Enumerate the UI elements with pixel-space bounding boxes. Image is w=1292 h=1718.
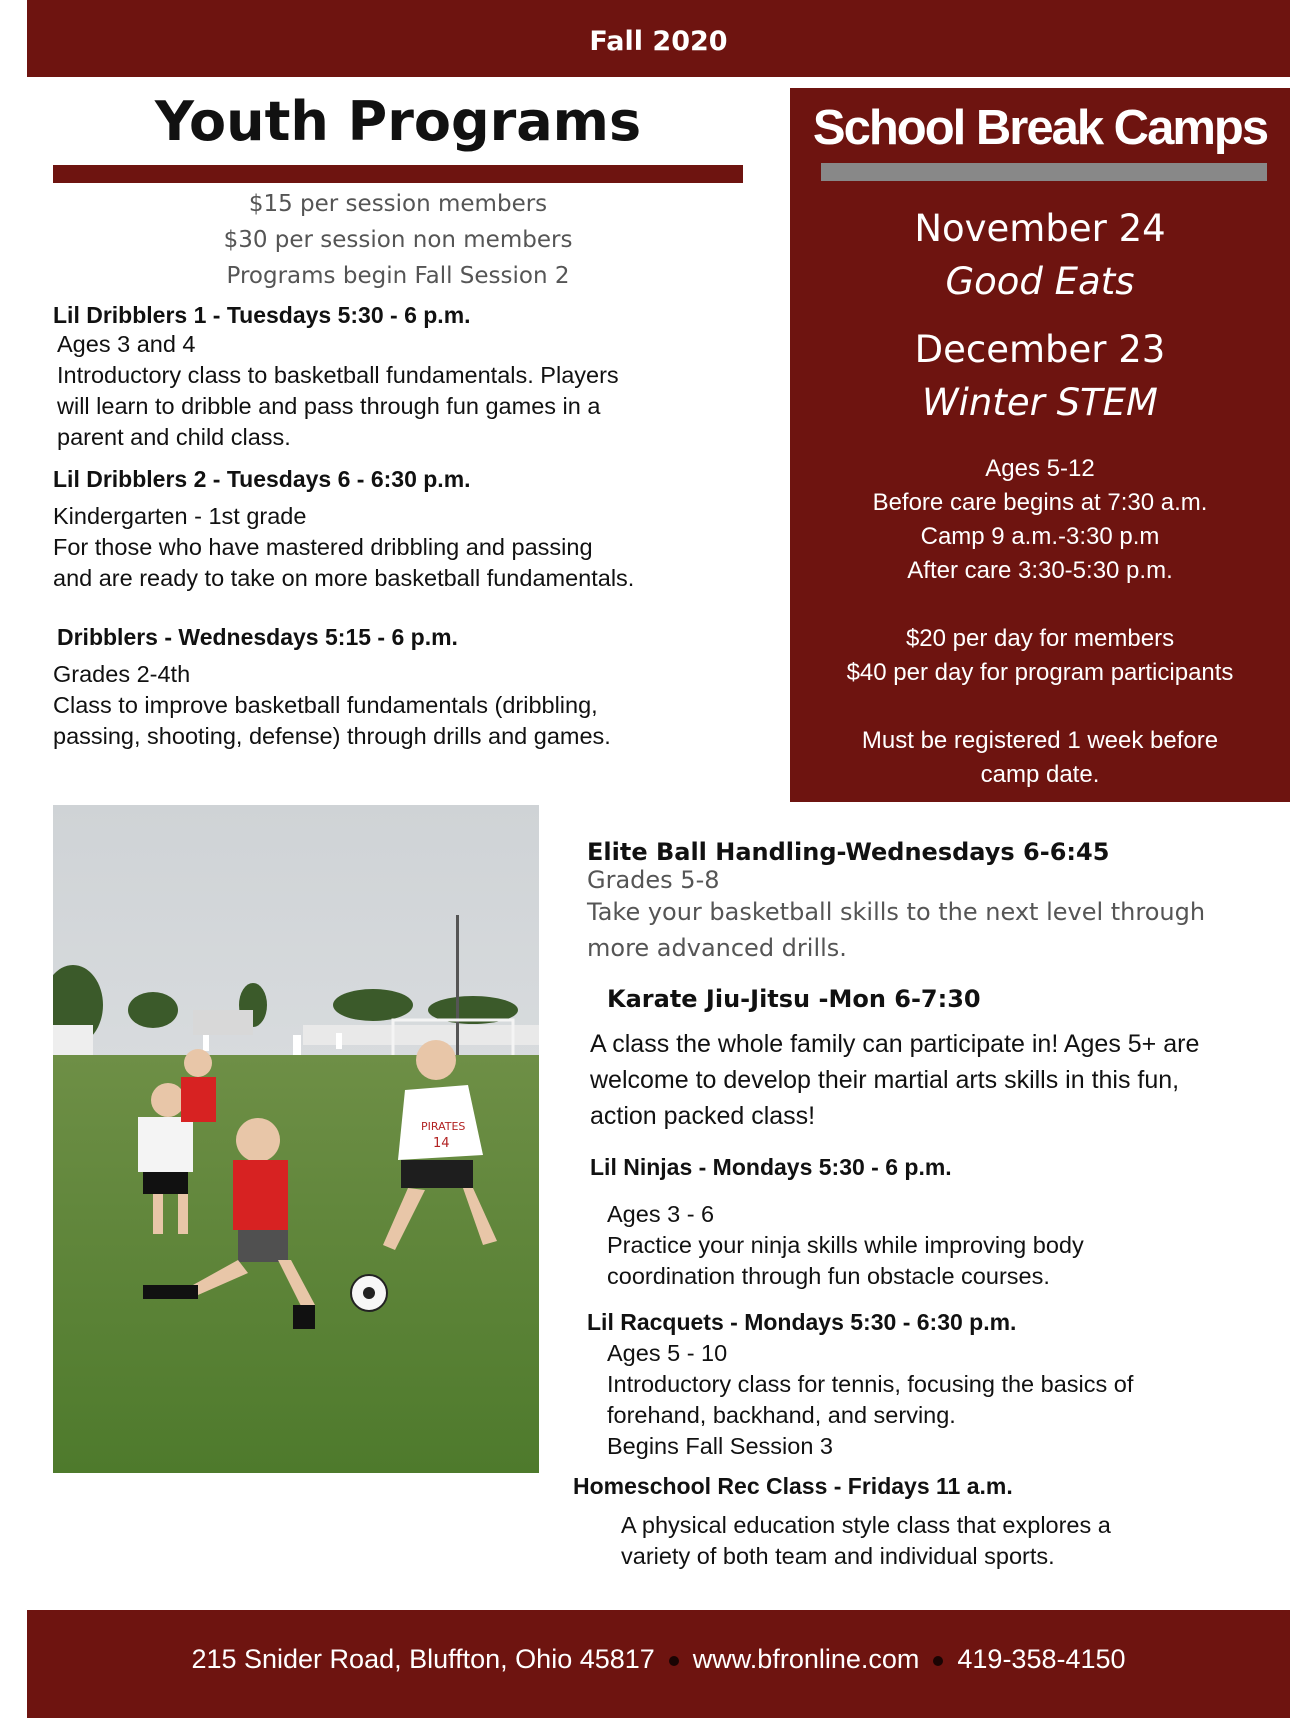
program-dribblers <box>53 624 733 752</box>
youth-programs-divider <box>53 165 743 183</box>
camps-title: School Break Camps <box>812 101 1268 155</box>
camp-date: November 24 <box>914 207 1166 250</box>
program-ages: Grades 2-4th <box>53 661 191 687</box>
program-desc-line: action packed class! <box>590 1102 816 1130</box>
camp-date: December 23 <box>914 328 1166 371</box>
program-desc-line: A class the whole family can participate in! Ages 5+ are <box>590 1030 1200 1058</box>
camp-detail: Ages 5-12 <box>985 455 1095 482</box>
program-title: Lil Dribblers 2 - Tuesdays 6 - 6:30 p.m. <box>53 466 471 492</box>
program-desc-line: parent and child class. <box>57 424 291 450</box>
program-title: Lil Racquets - Mondays 5:30 - 6:30 p.m. <box>587 1309 1017 1335</box>
program-desc-line: Practice your ninja skills while improving body <box>607 1232 1084 1258</box>
camp-registration: Must be registered 1 week before <box>861 727 1219 754</box>
program-note: Begins Fall Session 3 <box>607 1433 833 1459</box>
program-desc-line: A physical education style class that explores a <box>621 1512 1111 1538</box>
program-desc-line: more advanced drills. <box>587 934 847 962</box>
pricing-non-members: $30 per session non members <box>223 227 573 253</box>
bullet-separator <box>669 1656 679 1666</box>
jersey-number: 14 <box>433 1136 450 1151</box>
karate-title: Karate Jiu-Jitsu -Mon 6-7:30 <box>607 985 981 1013</box>
camp-detail: Camp 9 a.m.-3:30 p.m <box>920 523 1160 550</box>
program-desc-line: Introductory class to basketball fundamentals. Players <box>57 362 619 388</box>
program-title: Lil Dribblers 1 - Tuesdays 5:30 - 6 p.m. <box>53 302 471 328</box>
program-desc-line: Take your basketball skills to the next level through <box>587 898 1206 926</box>
camp-price: $40 per day for program participants <box>846 659 1234 686</box>
program-ages: Ages 5 - 10 <box>607 1340 728 1366</box>
program-elite-ball-handling <box>587 838 1227 966</box>
camp-name: Good Eats <box>945 260 1135 303</box>
footer-phone: 419-358-4150 <box>957 1644 1126 1674</box>
program-ages: Ages 3 - 6 <box>607 1201 715 1227</box>
program-ages: Ages 3 and 4 <box>57 331 196 357</box>
programs-begin: Programs begin Fall Session 2 <box>226 263 570 289</box>
kids-soccer-photo <box>53 805 539 1473</box>
program-desc-line: Introductory class for tennis, focusing the basics of <box>607 1371 1134 1397</box>
program-desc-line: welcome to develop their martial arts skills in this fun, <box>590 1066 1180 1094</box>
camp-detail: After care 3:30-5:30 p.m. <box>907 557 1173 584</box>
program-lil-racquets <box>587 1309 1247 1462</box>
program-homeschool-rec <box>573 1473 1253 1572</box>
camps-divider <box>821 163 1267 181</box>
footer-website-link[interactable]: www.bfronline.com <box>692 1644 920 1674</box>
program-desc-line: passing, shooting, defense) through drills and games. <box>53 723 611 749</box>
program-title: Dribblers - Wednesdays 5:15 - 6 p.m. <box>57 624 458 650</box>
camps-details <box>790 452 1290 792</box>
program-title: Homeschool Rec Class - Fridays 11 a.m. <box>573 1473 1013 1499</box>
karate-description <box>590 1026 1260 1134</box>
program-lil-ninjas <box>590 1154 1250 1292</box>
program-lil-dribblers-2 <box>53 466 733 594</box>
jersey-text: PIRATES <box>421 1120 466 1133</box>
bullet-separator <box>933 1656 943 1666</box>
program-desc-line: For those who have mastered dribbling and passing <box>53 534 593 560</box>
program-desc-line: and are ready to take on more basketball fundamentals. <box>53 565 635 591</box>
footer-contact <box>27 1644 1290 1675</box>
program-title: Lil Ninjas - Mondays 5:30 - 6 p.m. <box>590 1154 952 1180</box>
pricing-members: $15 per session members <box>248 191 548 217</box>
program-ages: Grades 5-8 <box>587 866 720 894</box>
program-title: Elite Ball Handling-Wednesdays 6-6:45 <box>587 838 1110 866</box>
pricing-info <box>53 186 743 294</box>
program-desc-line: Class to improve basketball fundamentals (dribbling, <box>53 692 598 718</box>
program-desc-line: will learn to dribble and pass through fun games in a <box>57 393 601 419</box>
program-desc-line: coordination through fun obstacle courses. <box>607 1263 1050 1289</box>
program-lil-dribblers-1 <box>53 302 703 453</box>
camp-price: $20 per day for members <box>905 625 1175 652</box>
program-desc-line: variety of both team and individual sports. <box>621 1543 1055 1569</box>
program-ages: Kindergarten - 1st grade <box>53 503 307 529</box>
camp-name: Winter STEM <box>922 381 1158 424</box>
camp-detail: Before care begins at 7:30 a.m. <box>872 489 1208 516</box>
footer-address: 215 Snider Road, Bluffton, Ohio 45817 <box>191 1644 655 1674</box>
season-label: Fall 2020 <box>589 26 728 57</box>
camp-registration: camp date. <box>980 761 1100 788</box>
program-desc-line: forehand, backhand, and serving. <box>607 1402 956 1428</box>
youth-programs-title: Youth Programs <box>154 90 642 153</box>
